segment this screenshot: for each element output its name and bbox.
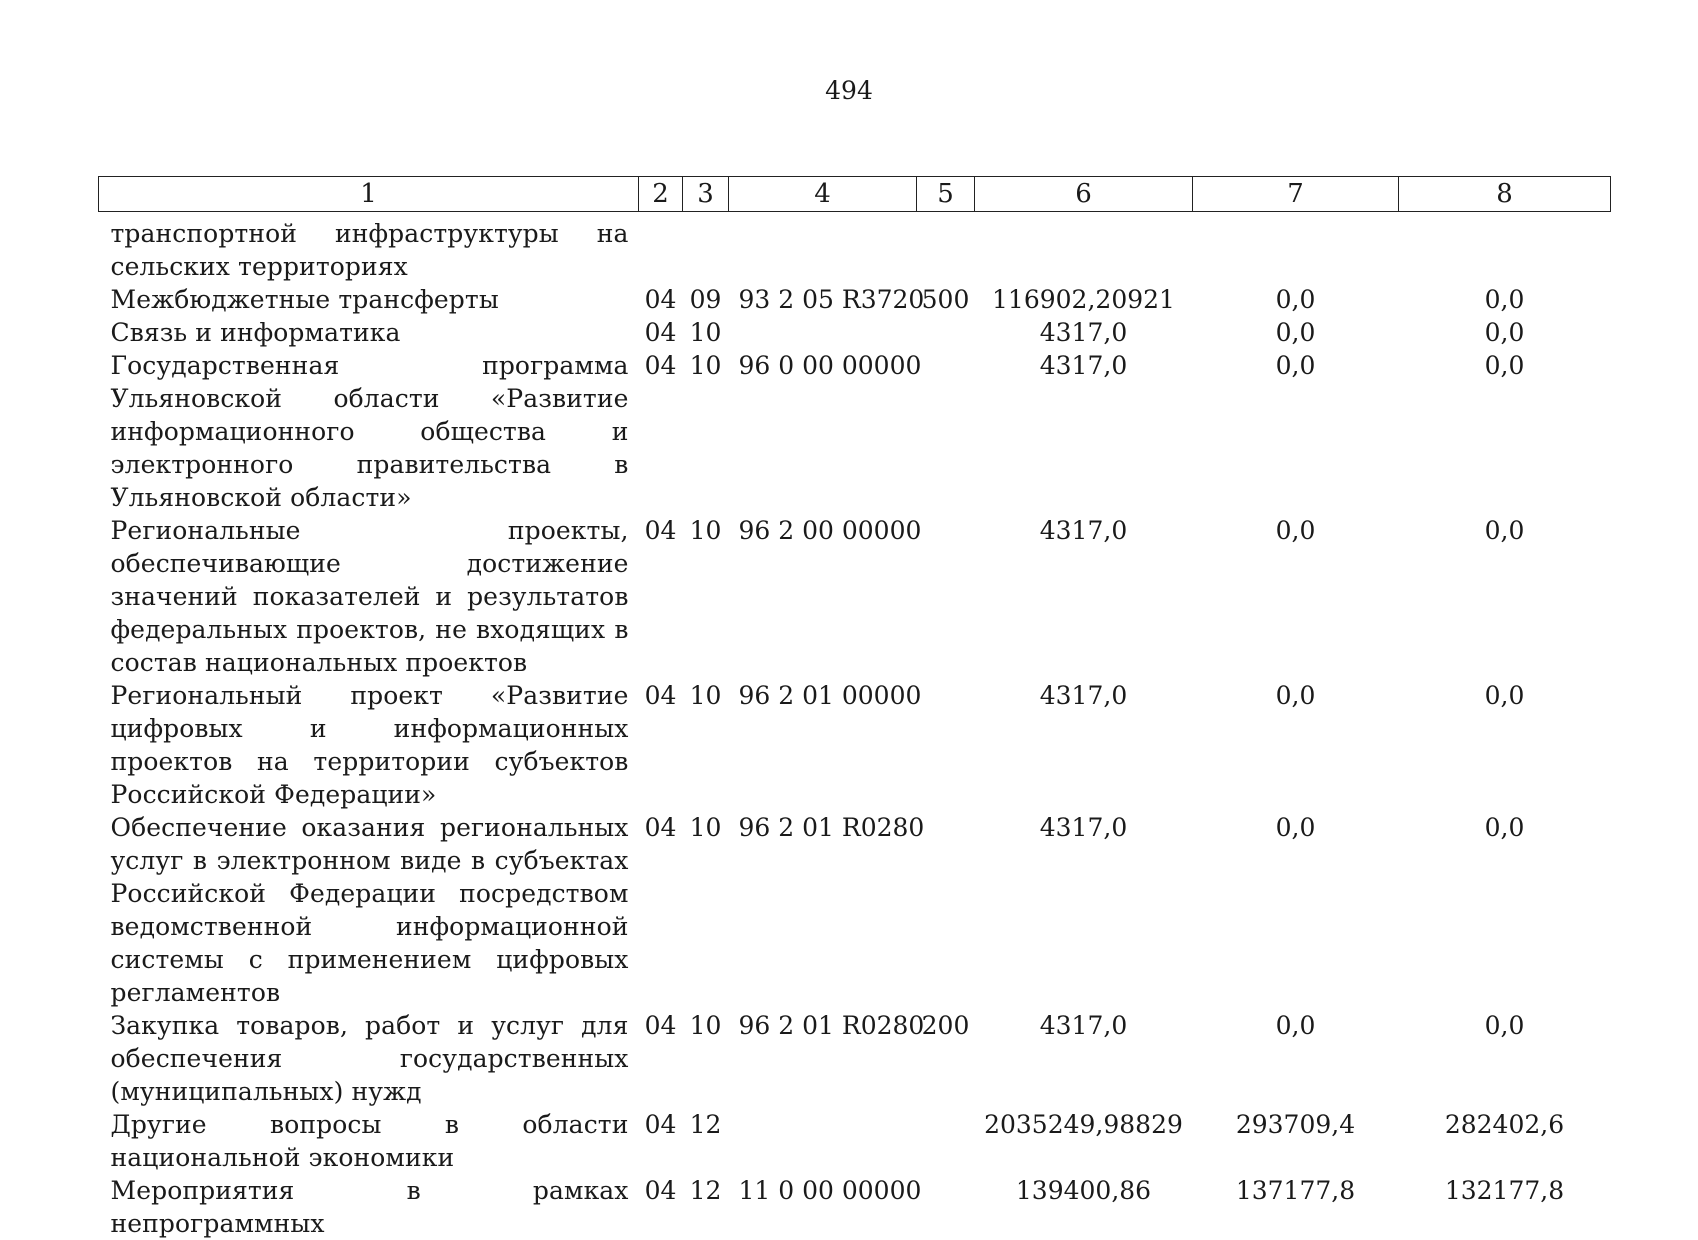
row-subsection: 10 [689,1011,722,1040]
table-row [99,349,1611,514]
row-target-article: 96 2 01 R0280 [738,813,925,842]
row-amount-col7: 137177,8 [1235,1176,1356,1205]
row-amount-col6: 116902,20921 [992,285,1175,314]
row-amount-col6: 4317,0 [1039,1011,1128,1040]
row-expense-type [917,1174,975,1240]
row-amount-col8: 0,0 [1484,681,1525,710]
row-amount-col7: 0,0 [1275,681,1316,710]
row-amount-col8: 0,0 [1484,351,1525,380]
row-subsection: 10 [689,318,722,347]
row-section [639,212,683,284]
row-amount-col7: 0,0 [1275,813,1316,842]
header-col-8: 8 [1399,177,1611,212]
row-section: 04 [644,285,677,314]
row-subsection: 10 [689,813,722,842]
row-amount-col7: 0,0 [1275,285,1316,314]
row-subsection: 10 [689,681,722,710]
header-col-6: 6 [975,177,1193,212]
row-amount-col6: 139400,86 [1015,1176,1152,1205]
row-expense-type [917,1108,975,1174]
row-amount-col6: 4317,0 [1039,351,1128,380]
table-row [99,1174,1611,1240]
row-amount-col6: 2035249,98829 [984,1110,1183,1139]
row-expense-type [917,212,975,284]
page-number: 494 [825,76,873,105]
row-amount-col7: 0,0 [1275,351,1316,380]
row-section: 04 [644,1110,677,1139]
table-row [99,1009,1611,1108]
row-amount-col7: 0,0 [1275,516,1316,545]
row-target-article: 96 2 01 00000 [738,681,922,710]
row-name: Региональный проект «Развитие цифровых и информационных проектов на территории субъектов Российской Федерации» [110,681,629,809]
table-row [99,679,1611,811]
row-section: 04 [644,1011,677,1040]
row-expense-type [917,514,975,679]
header-col-7: 7 [1193,177,1399,212]
row-amount-col7: 293709,4 [1235,1110,1356,1139]
header-col-5: 5 [917,177,975,212]
row-section: 04 [644,813,677,842]
row-expense-type: 500 [921,285,970,314]
row-expense-type [917,349,975,514]
row-amount-col8: 282402,6 [1444,1110,1565,1139]
row-target-article [729,1108,917,1174]
table-row [99,283,1611,316]
row-name: Связь и информатика [110,318,401,347]
row-amount-col7: 0,0 [1275,318,1316,347]
row-amount-col6: 4317,0 [1039,681,1128,710]
row-amount-col8: 0,0 [1484,1011,1525,1040]
table-row [99,212,1611,284]
row-section: 04 [644,351,677,380]
header-col-3: 3 [683,177,729,212]
row-subsection: 12 [689,1176,722,1205]
row-amount-col6: 4317,0 [1039,813,1128,842]
row-name: Закупка товаров, работ и услуг для обеспечения государственных (муниципальных) нужд [110,1011,629,1106]
row-amount-col6: 4317,0 [1039,516,1128,545]
row-target-article: 96 0 00 00000 [738,351,922,380]
row-subsection [683,212,729,284]
row-expense-type: 200 [921,1011,970,1040]
row-amount-col8: 0,0 [1484,516,1525,545]
row-expense-type [917,679,975,811]
row-subsection: 12 [689,1110,722,1139]
row-target-article: 93 2 05 R3720 [738,285,925,314]
row-name: Обеспечение оказания региональных услуг в электронном виде в субъектах Российской Федерации посредством ведомственной информационной системы с применением цифровых регламентов [110,813,629,1007]
row-name: Региональные проекты, обеспечивающие достижение значений показателей и результатов федеральных проектов, не входящих в состав национальных проектов [110,516,629,677]
table-header-row [99,177,1611,212]
row-amount-col6 [975,212,1193,284]
budget-table [98,176,1611,1240]
row-subsection: 09 [689,285,722,314]
row-section: 04 [644,318,677,347]
row-name: транспортной инфраструктуры на сельских территориях [110,219,629,281]
header-col-1: 1 [99,177,639,212]
header-col-2: 2 [639,177,683,212]
table-row [99,811,1611,1009]
row-section: 04 [644,516,677,545]
row-amount-col7 [1193,212,1399,284]
header-col-4: 4 [729,177,917,212]
row-expense-type [917,316,975,349]
row-target-article: 96 2 01 R0280 [738,1011,925,1040]
row-amount-col8: 0,0 [1484,285,1525,314]
row-name: Другие вопросы в области национальной экономики [110,1110,629,1172]
row-amount-col7: 0,0 [1275,1011,1316,1040]
row-amount-col8: 132177,8 [1444,1176,1565,1205]
row-name: Мероприятия в рамках непрограммных [110,1176,629,1238]
row-subsection: 10 [689,516,722,545]
row-name: Межбюджетные трансферты [110,285,499,314]
row-section: 04 [644,1176,677,1205]
row-amount-col8: 0,0 [1484,318,1525,347]
table-row [99,514,1611,679]
row-amount-col8 [1399,212,1611,284]
row-target-article: 11 0 00 00000 [738,1176,922,1205]
row-subsection: 10 [689,351,722,380]
row-target-article [729,212,917,284]
row-amount-col8: 0,0 [1484,813,1525,842]
row-target-article: 96 2 00 00000 [738,516,922,545]
row-amount-col6: 4317,0 [1039,318,1128,347]
row-expense-type [917,811,975,1009]
row-target-article [729,316,917,349]
table-row [99,316,1611,349]
table-row [99,1108,1611,1174]
row-name: Государственная программа Ульяновской области «Развитие информационного общества и электронного правительства в Ульяновской области» [110,351,629,512]
row-section: 04 [644,681,677,710]
